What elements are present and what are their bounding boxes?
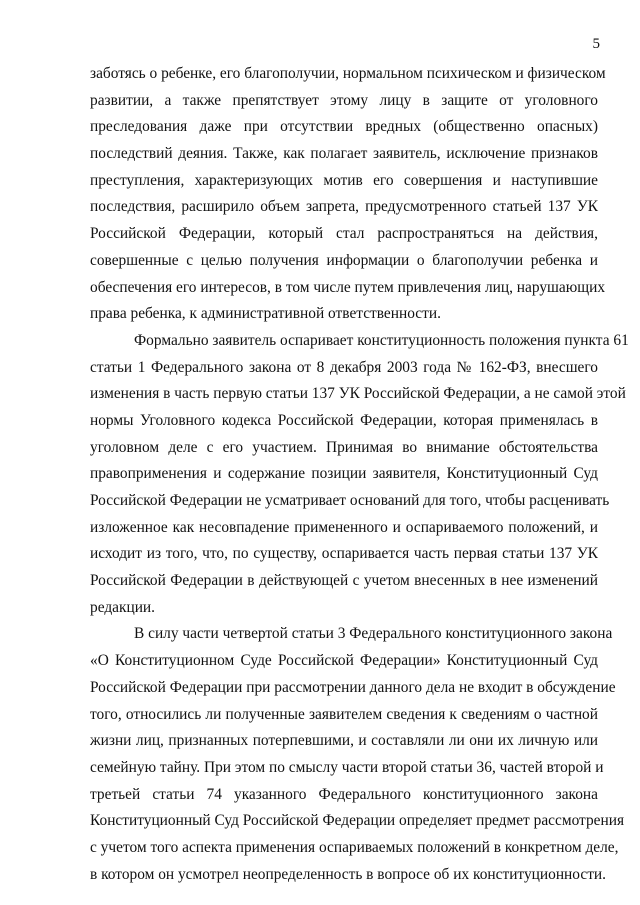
text-line: преследования даже при отсутствии вредных (общественно опасных) xyxy=(90,118,598,136)
text-line: Формально заявитель оспаривает конституционность положения пункта 61 xyxy=(134,331,629,349)
text-line: заботясь о ребенке, его благополучии, нормальном психическом и физическом xyxy=(90,65,606,82)
text-line: третьей статьи 74 указанного Федерального конституционного закона xyxy=(90,785,598,803)
text-line: обеспечения его интересов, в том числе путем привлечения лиц, нарушающих xyxy=(90,278,606,296)
text-line: семейную тайну. При этом по смыслу части второй статьи 36, частей второй и xyxy=(90,758,604,776)
text-line: «О Конституционном Суде Российской Федерации» Конституционный Суд xyxy=(90,652,598,670)
text-line: права ребенка, к административной ответственности. xyxy=(90,305,441,323)
text-line: изменения в часть первую статьи 137 УК Российской Федерации, а не самой этой xyxy=(90,385,626,403)
document-body xyxy=(90,61,629,888)
text-line: уголовном деле с его участием. Принимая во внимание обстоятельства xyxy=(90,438,598,456)
text-line: в котором он усмотрел неопределенность в вопросе об их конституционности. xyxy=(90,865,607,883)
text-line: Российской Федерации не усматривает оснований для того, чтобы расценивать xyxy=(90,492,610,509)
text-line: редакции. xyxy=(90,598,156,616)
text-line: Российской Федерации при рассмотрении данного дела не входит в обсуждение xyxy=(90,678,616,696)
text-line: того, относились ли полученные заявителем сведения к сведениям о частной xyxy=(90,705,598,723)
text-line: совершенные с целью получения информации о благополучии ребенка и xyxy=(90,251,598,269)
text-line: изложенное как несовпадение примененного и оспариваемого положений, и xyxy=(90,518,598,536)
text-line: с учетом того аспекта применения оспариваемых положений в конкретном деле, xyxy=(90,838,619,856)
text-line: преступления, характеризующих мотив его совершения и наступившие xyxy=(90,171,598,189)
text-line: развитии, а также препятствует этому лицу в защите от уголовного xyxy=(90,91,598,109)
text-line: последствия, расширило объем запрета, предусмотренного статьей 137 УК xyxy=(90,198,598,216)
text-line: Российской Федерации в действующей с учетом внесенных в нее изменений xyxy=(90,572,598,590)
text-line: Конституционный Суд Российской Федерации определяет предмет рассмотрения xyxy=(90,812,625,830)
text-line: Российской Федерации, который стал распространяться на действия, xyxy=(90,225,598,243)
text-line: правоприменения и содержание позиции заявителя, Конституционный Суд xyxy=(90,465,598,483)
text-line: жизни лиц, признанных потерпевшими, и составляли ли они их личную или xyxy=(90,732,598,750)
text-line: исходит из того, что, по существу, оспаривается часть первая статьи 137 УК xyxy=(90,545,598,563)
text-line: статьи 1 Федерального закона от 8 декабря 2003 года № 162-ФЗ, внесшего xyxy=(90,358,598,376)
text-line: В силу части четвертой статьи 3 Федерального конституционного закона xyxy=(134,625,613,643)
text-line: нормы Уголовного кодекса Российской Федерации, которая применялась в xyxy=(90,411,598,429)
text-line: последствий деяния. Также, как полагает заявитель, исключение признаков xyxy=(90,145,598,163)
page-number: 5 xyxy=(592,36,600,52)
